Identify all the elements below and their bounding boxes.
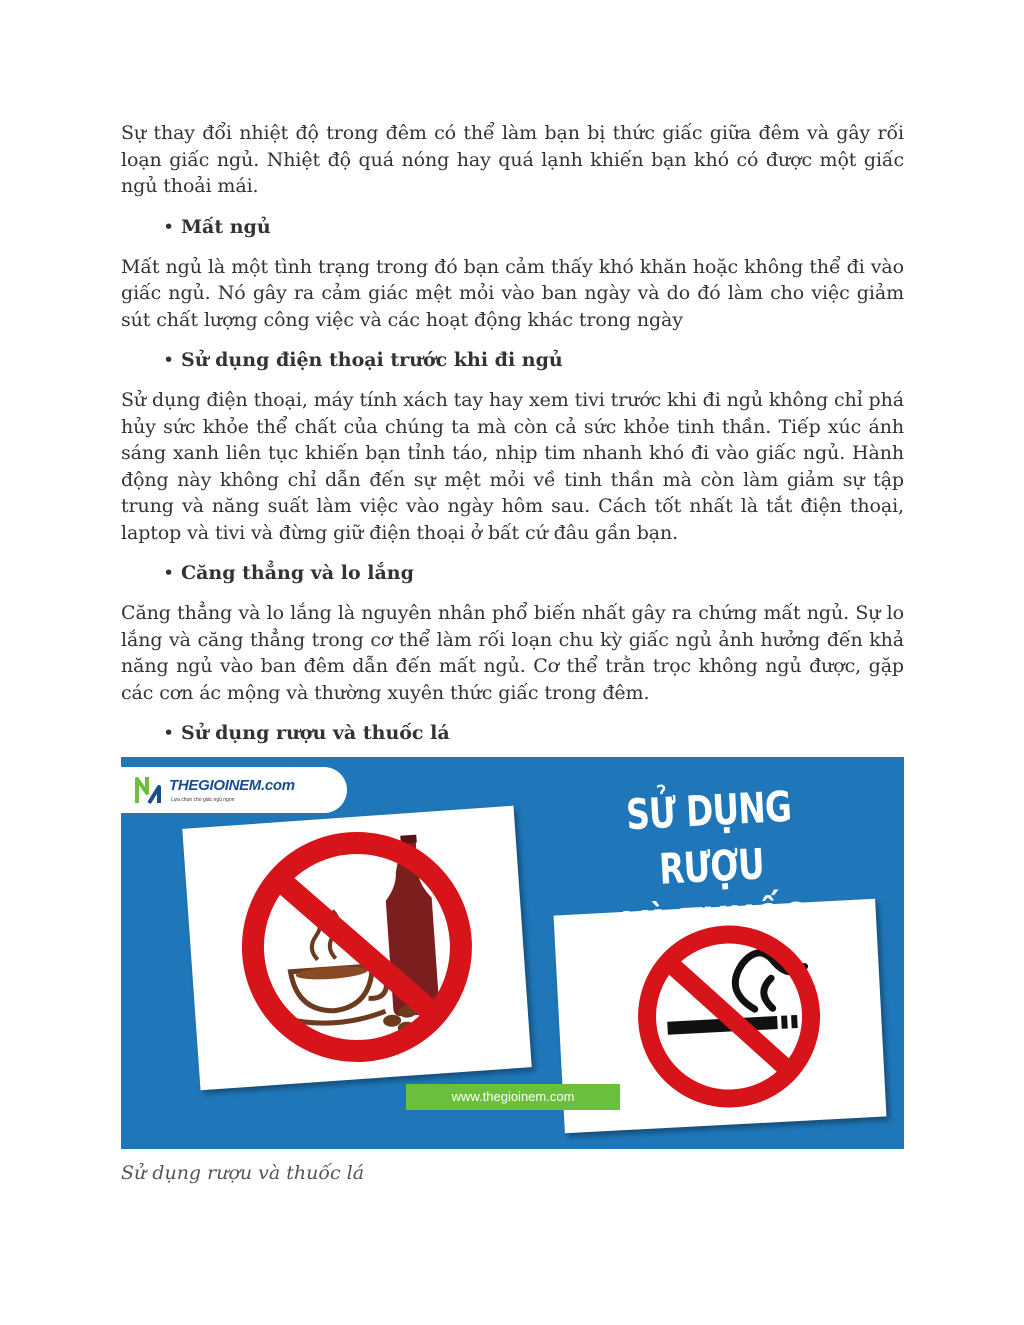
- logo-text: THEGIOINEM.com: [169, 777, 295, 794]
- heading-text: Sử dụng rượu và thuốc lá: [181, 722, 450, 744]
- logo-tagline: Lựa chọn cho giấc ngủ ngon: [171, 797, 235, 803]
- bullet-heading: [121, 720, 904, 746]
- bullet-heading: [121, 214, 904, 240]
- paragraph: Căng thẳng và lo lắng là nguyên nhân phổ biến nhất gây ra chứng mất ngủ. Sự lo lắng và căng thẳng trong cơ thể làm rối loạn chu kỳ giấc ngủ ảnh hưởng đến khả năng ngủ vào ban đêm dẫn đến mất ngủ. Cơ thể trằn trọc không ngủ được, gặp các cơn ác mộng và thường xuyên thức giấc trong đêm.: [121, 602, 904, 704]
- paragraph: Mất ngủ là một tình trạng trong đó bạn cảm thấy khó khăn hoặc không thể đi vào giấc ngủ. Nó gây ra cảm giác mệt mỏi vào ban ngày và do đó làm cho việc giảm sút chất lượng công việc và các hoạt động khác trong ngày: [121, 255, 904, 331]
- bullet-heading: [121, 347, 904, 373]
- heading-text: Căng thẳng và lo lắng: [181, 562, 414, 584]
- bullet-dot: •: [163, 722, 175, 744]
- bullet-heading: [121, 560, 904, 586]
- no-alcohol-card: [182, 806, 531, 1091]
- website-url: www.thegioinem.com: [406, 1084, 620, 1110]
- image-caption: Sử dụng rượu và thuốc lá: [121, 1162, 365, 1184]
- heading-text: Mất ngủ: [181, 215, 271, 238]
- document-body: [121, 120, 904, 760]
- bullet-dot: •: [163, 349, 175, 371]
- paragraph: Sử dụng điện thoại, máy tính xách tay hay xem tivi trước khi đi ngủ không chỉ phá hủy sức khỏe thể chất của chúng ta mà còn cả sức khỏe tinh thần. Tiếp xúc ánh sáng xanh liên tục khiến bạn tỉnh táo, nhịp tim nhanh khó đi vào giấc ngủ. Hành động này không chỉ dẫn đến sự mệt mỏi về tinh thần mà còn làm giảm sự tập trung và năng suất làm việc vào ngày hôm sau. Cách tốt nhất là tắt điện thoại, laptop và tivi và đừng giữ điện thoại ở bất cứ đâu gần bạn.: [121, 389, 904, 544]
- brand-logo: [121, 767, 347, 813]
- heading-text: Sử dụng điện thoại trước khi đi ngủ: [181, 349, 563, 371]
- article-image: [121, 757, 904, 1149]
- logo-mark-icon: [135, 775, 161, 805]
- no-alcohol-icon: [182, 806, 531, 1091]
- figure-title-line: SỬ DỤNG RƯỢU: [624, 781, 793, 894]
- bullet-dot: •: [163, 215, 175, 238]
- bullet-dot: •: [163, 562, 175, 584]
- paragraph: Sự thay đổi nhiệt độ trong đêm có thể làm bạn bị thức giấc giữa đêm và gây rối loạn giấc ngủ. Nhiệt độ quá nóng hay quá lạnh khiến bạn khó có được một giấc ngủ thoải mái.: [121, 122, 904, 197]
